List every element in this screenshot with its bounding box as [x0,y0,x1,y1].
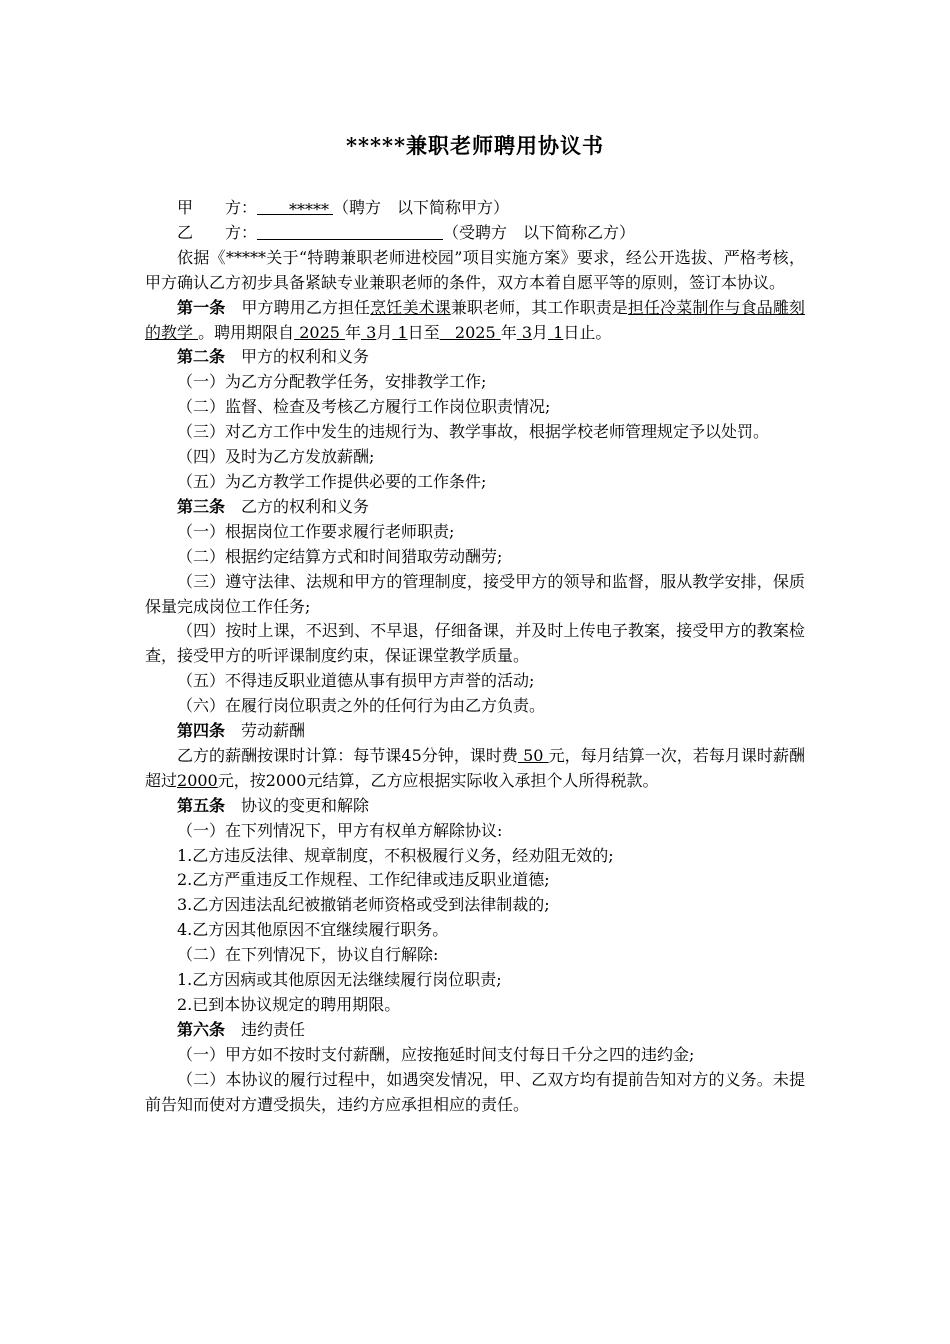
article-2-item: （二）监督、检查及考核乙方履行工作岗位职责情况; [177,397,551,417]
article-3-item: （二）根据约定结算方式和时间猎取劳动酬劳; [177,546,503,566]
article-2-item: （四）及时为乙方发放薪酬; [177,447,375,467]
article-3-item: （五）不得违反职业道德从事有损甲方声誉的活动; [177,671,535,691]
document-body [145,196,805,1118]
article-6-item: （二）本协议的履行过程中，如遇突发情况，甲、乙双方均有提前告知对方的义务。未提前告知而使对方遭受损失，违约方应承担相应的责任。 [145,1069,805,1114]
article-2-heading: 第二条 甲方的权利和义务 [177,347,370,367]
article-2-item: （一）为乙方分配教学任务，安排教学工作; [177,372,487,392]
article-5-item: 3.乙方因违法乱纪被撤销老师资格或受到法律制裁的; [177,895,550,915]
article-5-item: （二）在下列情况下，协议自行解除: [177,945,439,965]
article-3-item: （三）遵守法律、法规和甲方的管理制度，接受甲方的领导和监督，服从教学安排，保质保量完成岗位工作任务; [145,571,805,616]
article-1: 第一条 甲方聘用乙方担任烹饪美术课兼职老师，其工作职责是担任冷菜制作与食品雕刻的教学 。聘用期限自 2025 年 3月 1日至 2025 年 3月 1日止。 [145,297,805,342]
article-5-item: 2.已到本协议规定的聘用期限。 [177,995,401,1014]
article-6-item: （一）甲方如不按时支付薪酬，应按拖延时间支付每日千分之四的违约金; [177,1044,695,1064]
article-3-item: （一）根据岗位工作要求履行老师职责; [177,521,455,541]
party-b-line: 乙 方： （受聘方 以下简称乙方） [177,222,636,242]
article-4-heading: 第四条 劳动薪酬 [177,721,306,741]
article-4-body: 乙方的薪酬按课时计算：每节课45分钟，课时费 50 元，每月结算一次，若每月课时薪酬超过2000元，按2000元结算，乙方应根据实际收入承担个人所得税款。 [145,745,805,790]
party-a-value: ***** [257,198,333,215]
article-2-item: （三）对乙方工作中发生的违规行为、教学事故，根据学校老师管理规定予以处罚。 [177,422,770,442]
article-5-item: 1.乙方因病或其他原因无法继续履行岗位职责; [177,970,502,990]
preamble: 依据《*****关于“特聘兼职老师进校园”项目实施方案》要求，经公开选拔、严格考核，甲方确认乙方初步具备紧缺专业兼职老师的条件，双方本着自愿平等的原则，签订本协议。 [145,247,805,292]
article-5-item: （一）在下列情况下，甲方有权单方解除协议: [177,820,503,840]
party-b-value [257,223,443,240]
article-5-item: 4.乙方因其他原因不宜继续履行职务。 [177,920,449,940]
article-2-item: （五）为乙方教学工作提供必要的工作条件; [177,471,487,491]
party-a-line: 甲 方： ***** （聘方 以下简称甲方） [177,198,510,219]
article-6-heading: 第六条 违约责任 [177,1019,306,1039]
article-3-item: （四）按时上课，不迟到、不早退，仔细备课，并及时上传电子教案，接受甲方的教案检查，接受甲方的听评课制度约束，保证课堂教学质量。 [145,621,805,666]
document-title: *****兼职老师聘用协议书 [346,133,604,158]
article-3-heading: 第三条 乙方的权利和义务 [177,496,370,516]
article-5-item: 2.乙方严重违反工作规程、工作纪律或违反职业道德; [177,870,550,890]
article-5-item: 1.乙方违反法律、规章制度，不积极履行义务，经劝阻无效的; [177,845,614,865]
article-5-heading: 第五条 协议的变更和解除 [177,795,370,815]
article-3-item: （六）在履行岗位职责之外的任何行为由乙方负责。 [177,696,546,716]
